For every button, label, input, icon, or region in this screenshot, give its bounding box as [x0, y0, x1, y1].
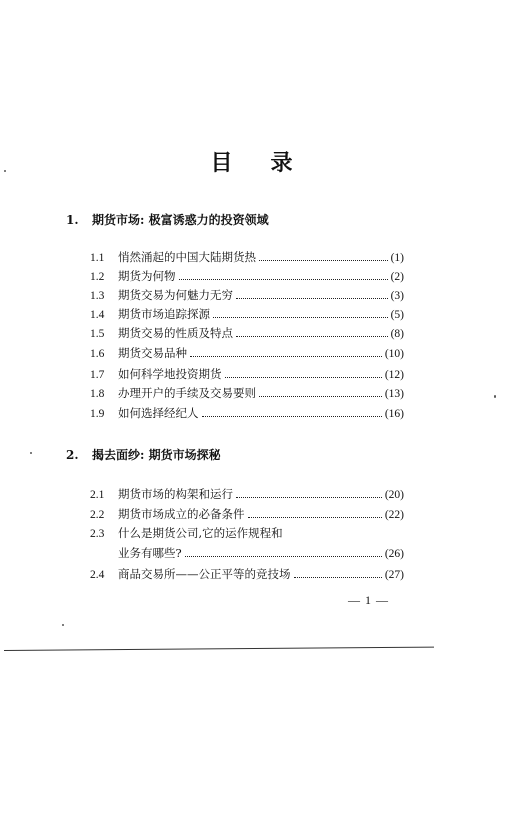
toc-title-char-2: 录 [270, 150, 295, 176]
entry-number: 1.9 [90, 408, 105, 420]
entry-page: (16) [384, 408, 404, 420]
entry-page: (3) [390, 290, 404, 302]
entry-number: 1.7 [90, 369, 105, 381]
chapter-title: 期货市场: 极富诱惑力的投资领域 [92, 213, 269, 227]
entry-page: (12) [384, 369, 404, 381]
dot-leader [202, 416, 382, 417]
dot-leader [190, 356, 382, 357]
toc-entry [90, 506, 404, 524]
entry-label: 期货市场的构架和运行 [118, 487, 233, 501]
entry-number: 1.2 [90, 271, 105, 283]
entry-page: (22) [384, 509, 404, 521]
entry-label: 期货交易品种 [118, 346, 187, 360]
scan-rule-line [4, 647, 434, 651]
toc-entry [90, 306, 404, 324]
entry-label: 期货为何物 [118, 269, 176, 283]
entry-page: (5) [390, 309, 404, 321]
scan-speck [62, 624, 64, 626]
entry-number: 2.3 [90, 528, 105, 540]
entry-number: 1.3 [90, 290, 105, 302]
toc-entry [90, 366, 404, 384]
toc-entry [90, 486, 404, 504]
toc-entry [90, 287, 404, 305]
dot-leader [179, 279, 388, 280]
entry-page: (8) [390, 328, 404, 340]
entry-label: 期货市场追踪探源 [118, 307, 210, 321]
entry-label: 期货交易为何魅力无穷 [118, 288, 233, 302]
page-number: — 1 — [348, 593, 389, 607]
toc-entry [90, 249, 404, 267]
toc-entry [90, 566, 404, 584]
entry-page: (27) [384, 569, 404, 581]
dot-leader [225, 377, 382, 378]
entry-label: 办理开户的手续及交易要则 [118, 386, 256, 400]
entry-label: 期货交易的性质及特点 [118, 326, 233, 340]
dot-leader [259, 396, 382, 397]
scan-speck [494, 395, 496, 398]
dot-leader [259, 260, 388, 261]
dot-leader [294, 577, 382, 578]
entry-number: 1.1 [90, 252, 105, 264]
toc-title [0, 146, 505, 177]
dot-leader [248, 517, 382, 518]
chapter-number: 2. [66, 448, 79, 462]
entry-label: 如何选择经纪人 [118, 406, 199, 420]
toc-entry [90, 268, 404, 286]
chapter-title: 揭去面纱: 期货市场探秘 [92, 448, 221, 462]
entry-page: (13) [384, 388, 404, 400]
dot-leader [236, 298, 388, 299]
entry-page: (26) [384, 548, 404, 560]
entry-number: 1.8 [90, 388, 105, 400]
dot-leader [213, 317, 388, 318]
scan-speck [4, 170, 6, 172]
entry-page: (10) [384, 348, 404, 360]
entry-label-continued: 业务有哪些? [118, 546, 182, 560]
entry-label: 什么是期货公司,它的运作规程和 [118, 526, 283, 540]
entry-page: (20) [384, 489, 404, 501]
entry-number: 2.4 [90, 569, 105, 581]
toc-entry [90, 385, 404, 403]
entry-label: 悄然涌起的中国大陆期货热 [118, 250, 256, 264]
dot-leader [236, 336, 388, 337]
toc-entry [90, 405, 404, 423]
entry-label: 商品交易所——公正平等的竞技场 [118, 567, 291, 581]
chapter-2-heading [66, 446, 221, 463]
entry-number: 2.1 [90, 489, 105, 501]
entry-label: 如何科学地投资期货 [118, 367, 222, 381]
toc-entry [90, 345, 404, 363]
toc-entry-continuation [118, 545, 404, 563]
entry-page: (2) [390, 271, 404, 283]
toc-title-char-1: 目 [210, 150, 235, 176]
entry-label: 期货市场成立的必备条件 [118, 507, 245, 521]
scan-speck [30, 452, 32, 454]
dot-leader [185, 556, 382, 557]
chapter-1-heading [66, 211, 269, 228]
dot-leader [236, 497, 382, 498]
entry-number: 1.5 [90, 328, 105, 340]
entry-number: 1.6 [90, 348, 105, 360]
chapter-number: 1. [66, 213, 79, 227]
entry-page: (1) [390, 252, 404, 264]
entry-number: 1.4 [90, 309, 105, 321]
toc-entry [90, 525, 404, 543]
entry-number: 2.2 [90, 509, 105, 521]
toc-entry [90, 325, 404, 343]
